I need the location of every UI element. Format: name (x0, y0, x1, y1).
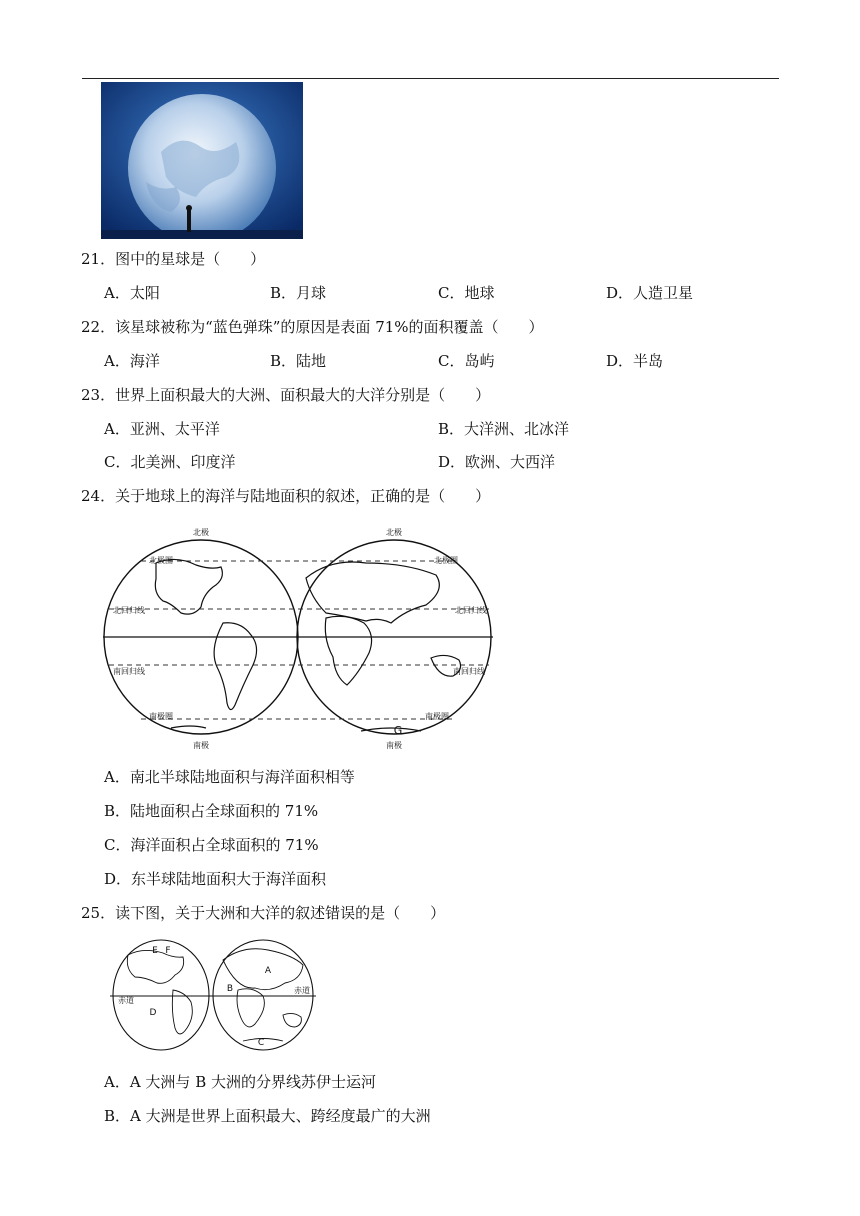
label-north-pole-w: 北极 (193, 528, 209, 537)
question-24: 24．关于地球上的海洋与陆地面积的叙述，正确的是（ ） (81, 487, 491, 505)
label-tropic-capricorn-e: 南回归线 (453, 667, 485, 676)
label-c: C (257, 1038, 265, 1048)
label-antarctic-circle-w: 南极圈 (149, 712, 173, 721)
header-rule (82, 78, 779, 79)
label-antarctic-circle-e: 南极圈 (425, 712, 449, 721)
label-b: B (226, 984, 234, 994)
label-arctic-circle-w: 北极圈 (149, 556, 173, 565)
option-22-d[interactable]: D．半岛 (606, 352, 664, 370)
option-24-d[interactable]: D．东半球陆地面积大于海洋面积 (104, 870, 327, 888)
option-21-d[interactable]: D．人造卫星 (606, 284, 694, 302)
option-21-b[interactable]: B．月球 (270, 284, 327, 302)
label-arctic-circle-e: 北极圈 (434, 556, 458, 565)
hemisphere-map (101, 523, 495, 753)
label-north-pole-e: 北极 (386, 528, 402, 537)
label-a: A (264, 966, 272, 976)
option-25-b[interactable]: B．A 大洲是世界上面积最大、跨经度最广的大洲 (104, 1107, 431, 1125)
option-21-c[interactable]: C．地球 (438, 284, 495, 302)
option-24-c[interactable]: C．海洋面积占全球面积的 71% (104, 836, 319, 854)
question-25: 25．读下图，关于大洲和大洋的叙述错误的是（ ） (81, 904, 446, 922)
option-23-d[interactable]: D．欧洲、大西洋 (438, 453, 556, 471)
label-tropic-capricorn-w: 南回归线 (113, 667, 145, 676)
option-23-b[interactable]: B．大洋洲、北冰洋 (438, 420, 570, 438)
question-22: 22．该星球被称为“蓝色弹珠”的原因是表面 71%的面积覆盖（ ） (81, 318, 544, 336)
label-f: F (165, 946, 171, 956)
label-south-pole-w: 南极 (193, 741, 209, 750)
label-tropic-cancer-e: 北回归线 (455, 606, 487, 615)
question-21: 21．图中的星球是（ ） (81, 250, 266, 268)
option-21-a[interactable]: A．太阳 (104, 284, 160, 302)
label-south-pole-e: 南极 (386, 741, 402, 750)
option-22-b[interactable]: B．陆地 (270, 352, 327, 370)
label-d: D (149, 1008, 157, 1018)
continents-map (108, 935, 318, 1053)
option-23-c[interactable]: C．北美洲、印度洋 (104, 453, 236, 471)
label-equator-e: 赤道 (294, 986, 310, 995)
label-equator-w: 赤道 (118, 996, 134, 1005)
label-e: E (152, 946, 158, 956)
option-24-b[interactable]: B．陆地面积占全球面积的 71% (104, 802, 319, 820)
question-23: 23．世界上面积最大的大洲、面积最大的大洋分别是（ ） (81, 386, 491, 404)
option-24-a[interactable]: A．南北半球陆地面积与海洋面积相等 (104, 768, 355, 786)
option-22-c[interactable]: C．岛屿 (438, 352, 495, 370)
earth-photo (101, 82, 303, 239)
option-25-a[interactable]: A．A 大洲与 B 大洲的分界线苏伊士运河 (104, 1073, 376, 1091)
option-23-a[interactable]: A．亚洲、太平洋 (104, 420, 220, 438)
label-g: G (393, 724, 403, 737)
label-tropic-cancer-w: 北回归线 (113, 606, 145, 615)
option-22-a[interactable]: A．海洋 (104, 352, 160, 370)
